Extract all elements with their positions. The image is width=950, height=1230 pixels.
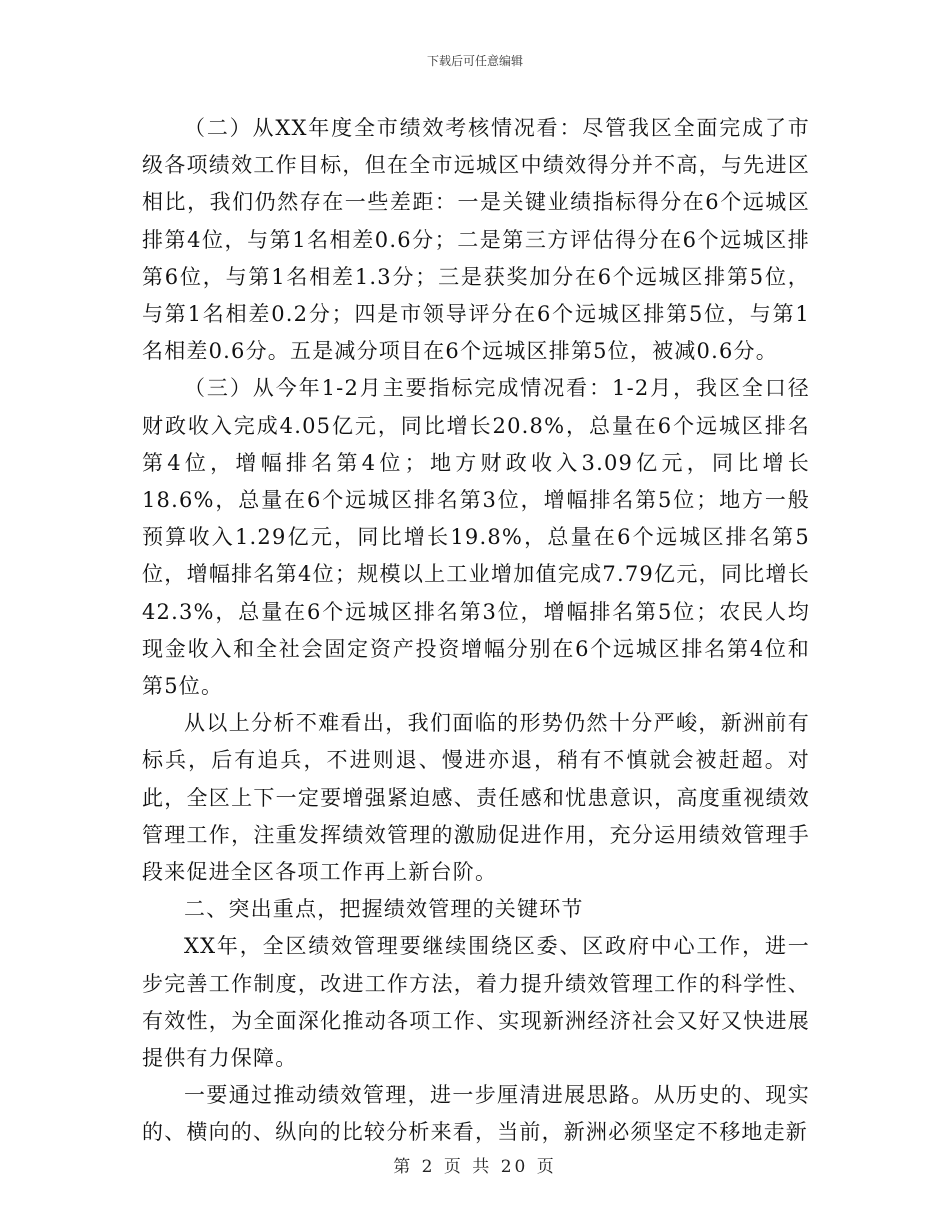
paragraph: XX年，全区绩效管理要继续围绕区委、区政府中心工作，进一步完善工作制度，改进工作方法，着力提升绩效管理工作的科学性、有效性，为全面深化推动各项工作、实现新洲经济社会又好又快进展提供有力保障。 <box>142 934 810 1071</box>
document-body <box>142 110 810 1152</box>
page-number: 第 2 页 共 20 页 <box>393 1157 557 1177</box>
paragraph: （三）从今年1-2月主要指标完成情况看：1-2月，我区全口径财政收入完成4.05亿元，同比增长20.8%，总量在6个远城区排名第4位，增幅排名第4位；地方财政收入3.09亿元，同比增长18.6%，总量在6个远城区排名第3位，增幅排名第5位；地方一般预算收入1.29亿元，同比增长19.8%，总量在6个远城区排名第5位，增幅排名第4位；规模以上工业增加值完成7.79亿元，同比增长42.3%，总量在6个远城区排名第3位，增幅排名第5位；农民人均现金收入和全社会固定资产投资增幅分别在6个远城区排名第4位和第5位。 <box>142 376 810 699</box>
section-heading: 二、突出重点，把握绩效管理的关键环节 <box>184 897 584 922</box>
paragraph: 一要通过推动绩效管理，进一步厘清进展思路。从历史的、现实的、横向的、纵向的比较分析来看，当前，新洲必须坚定不移地走新 <box>142 1083 810 1145</box>
page-header: 下载后可任意编辑 <box>426 54 523 68</box>
paragraph: （二）从XX年度全市绩效考核情况看：尽管我区全面完成了市级各项绩效工作目标，但在全市远城区中绩效得分并不高，与先进区相比，我们仍然存在一些差距：一是关键业绩指标得分在6个远城区排第4位，与第1名相差0.6分；二是第三方评估得分在6个远城区排第6位，与第1名相差1.3分；三是获奖加分在6个远城区排第5位，与第1名相差0.2分；四是市领导评分在6个远城区排第5位，与第1名相差0.6分。五是减分项目在6个远城区排第5位，被减0.6分。 <box>142 116 810 364</box>
paragraph: 从以上分析不难看出，我们面临的形势仍然十分严峻，新洲前有标兵，后有追兵，不进则退、慢进亦退，稍有不慎就会被赶超。对此，全区上下一定要增强紧迫感、责任感和忧患意识，高度重视绩效管理工作，注重发挥绩效管理的激励促进作用，充分运用绩效管理手段来促进全区各项工作再上新台阶。 <box>142 711 810 885</box>
